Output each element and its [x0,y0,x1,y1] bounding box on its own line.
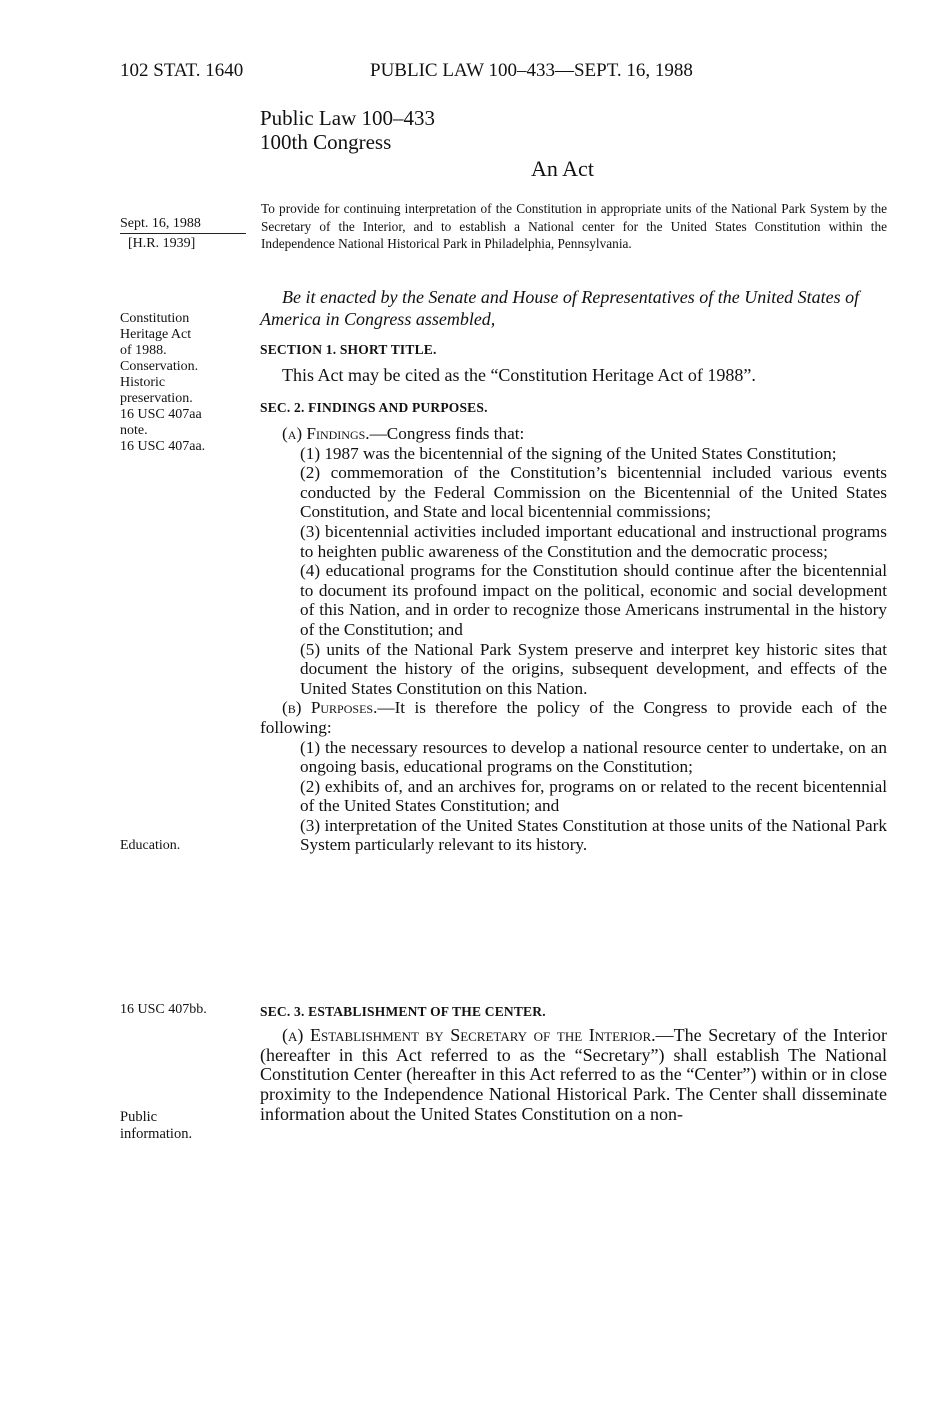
page-stat-citation: 102 STAT. 1640 [120,60,244,81]
establishment-label: (a) Establishment by Secretary of the Interior. [282,1025,656,1045]
margin-note-line: Public [120,1109,158,1125]
finding-item-2: (2) commemoration of the Constitution’s bicentennial included various events conducted by the Federal Commission on the Bicentennial of the United States Constitution, and State and local bicentennial commissions; [300,463,887,522]
margin-note-line: Constitution [120,311,190,326]
short-title-text: This Act may be cited as the “Constitution Heritage Act of 1988”. [282,365,756,385]
an-act-heading: An Act [531,156,594,181]
running-header: PUBLIC LAW 100–433—SEPT. 16, 1988 [370,60,693,81]
margin-note-line: Conservation. [120,359,199,374]
margin-note-line: note. [120,423,148,438]
purposes-lead: —It is therefore the policy of the Congress to provide each of the following: [260,698,887,737]
margin-education: Education. [120,838,181,853]
margin-public-information [120,1109,192,1143]
congress-title: 100th Congress [260,130,392,154]
margin-note-line: Heritage Act [120,327,192,342]
margin-note-line: of 1988. [120,343,167,358]
purpose-item-3: (3) interpretation of the United States Constitution at those units of the National Park System particularly relevant to its history. [300,815,887,855]
finding-item-4: (4) educational programs for the Constitution should continue after the bicentennial to document its profound impact on the political, economic and social development of this Nation, and in order to recognize those Americans instrumental in the history of the Constitution; and [300,561,887,639]
purpose-item-2: (2) exhibits of, and an archives for, programs on or related to the recent bicentennial of the United States Constitution; and [300,776,887,816]
margin-note-line: preservation. [120,391,193,406]
section-1-text [260,364,887,386]
establishment-text: —The Secretary of the Interior (hereafter in this Act referred to as the “Secretary”) shall establish The National Constitution Center (hereafter in this Act referred to as the “Center”) within or in close proximity to the Independence National Historical Park. The Center shall disseminate information about the United States Constitution on a non- [260,1025,887,1124]
findings-label: (a) Findings. [282,424,370,443]
margin-date [120,216,246,234]
margin-note-line: 16 USC 407aa. [120,439,206,454]
public-law-title: Public Law 100–433 [260,106,435,130]
finding-item-5: (5) units of the National Park System preserve and interpret key historic sites that document the history of the origins, subsequent development, and effects of the United States Constitution on this Nation. [300,639,887,698]
findings-paragraph [260,424,887,444]
enacting-clause: Be it enacted by the Senate and House of Representatives of the United States of America in Congress assembled, [260,287,860,329]
finding-item-3: (3) bicentennial activities included important educational and instructional programs to heighten public awareness of the Constitution and the democratic process; [300,521,887,561]
purposes-paragraph [260,698,887,737]
margin-date-text: Sept. 16, 1988 [120,216,201,231]
margin-notes-short-title [120,311,205,455]
section-3-heading: SEC. 3. ESTABLISHMENT OF THE CENTER. [260,1004,546,1019]
findings-lead: —Congress finds that: [369,424,525,443]
establishment-paragraph [260,1026,887,1125]
margin-usc-407bb: 16 USC 407bb. [120,1002,207,1017]
section-2-body [260,424,887,855]
purpose-clause: To provide for continuing interpretation of the Constitution in appropriate units of the National Park System by the Secretary of the Interior, and to establish a National center for the United States Constitution within the Independence National Historical Park in Philadelphia, Pennsylvania. [261,201,887,251]
margin-bill-number: [H.R. 1939] [128,236,196,251]
section-2-heading: SEC. 2. FINDINGS AND PURPOSES. [260,400,488,415]
margin-note-line: Historic [120,375,166,390]
purpose-item-1: (1) the necessary resources to develop a national resource center to undertake, on an ongoing basis, educational programs on the Constitution; [300,737,887,777]
section-1-heading: SECTION 1. SHORT TITLE. [260,342,437,357]
purposes-label: (b) Purposes. [282,698,378,718]
section-3-body [260,1026,887,1125]
margin-note-line: information. [120,1126,193,1142]
margin-note-line: 16 USC 407aa [120,407,202,422]
finding-item-1: (1) 1987 was the bicentennial of the signing of the United States Constitution; [300,443,837,463]
